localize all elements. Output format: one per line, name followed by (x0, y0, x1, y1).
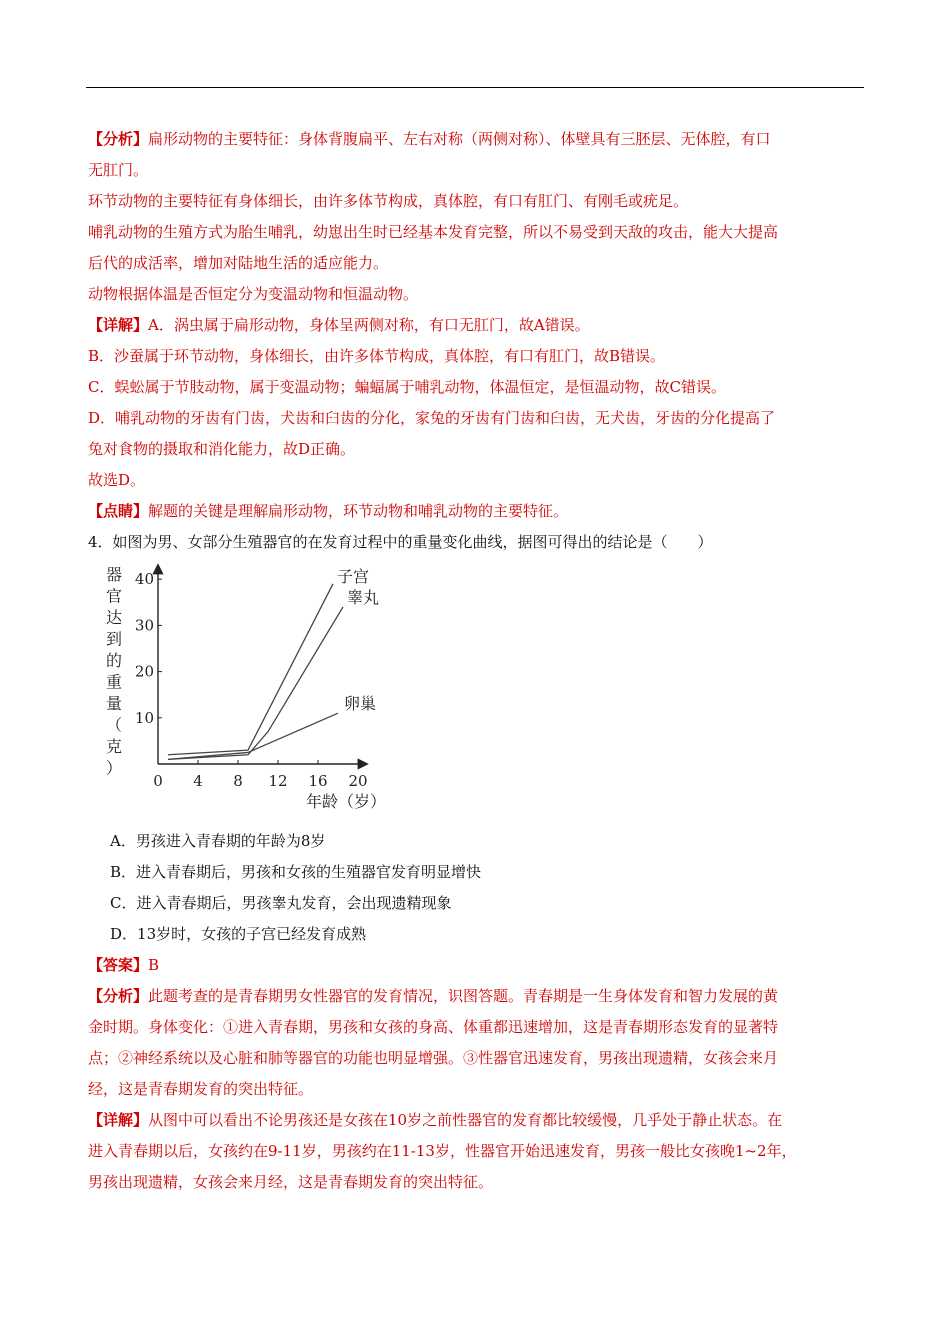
y-tick-label: 30 (134, 616, 154, 635)
y-axis-label-char: （ (105, 715, 123, 735)
y-axis-label-char: 器 (105, 565, 123, 584)
text-line: 环节动物的主要特征有身体细长，由许多体节构成，真体腔，有口有肛门、有刚毛或疣足。 (88, 192, 689, 210)
answer-paragraph (88, 950, 864, 981)
text-line: 此题考查的是青春期男女性器官的发育情况，识图答题。青春期是一生身体发育和智力发展的黄 (148, 987, 779, 1005)
answer-value: B (148, 956, 160, 974)
text-line: 从图中可以看出不论男孩还是女孩在10岁之前性器官的发育都比较缓慢，几乎处于静止状态。在 (148, 1111, 783, 1129)
chart-ticks (135, 570, 368, 790)
series-label: 子宫 (337, 566, 370, 586)
chart-axes (158, 566, 366, 764)
series-label: 睾丸 (347, 587, 380, 607)
series-label: 卵巢 (344, 694, 377, 714)
option-c[interactable]: C．进入青春期后，男孩睾丸发育，会出现遗精现象 (110, 894, 452, 912)
y-axis-label-char: 官 (105, 586, 123, 606)
analysis-tag: 【分析】 (88, 130, 149, 148)
y-axis-label-char: ） (105, 758, 123, 778)
growth-chart (96, 562, 476, 820)
chart-series (168, 567, 379, 760)
x-tick-label: 12 (268, 772, 288, 790)
document-body (88, 124, 864, 1198)
question-stem: 4．如图为男、女部分生殖器官的在发育过程中的重量变化曲线，据图可得出的结论是（ ） (88, 533, 713, 551)
x-tick-label: 16 (308, 772, 328, 790)
text-line: 哺乳动物的生殖方式为胎生哺乳，幼崽出生时已经基本发育完整，所以不易受到天敌的攻击，能大大提高 (88, 223, 779, 241)
text-line: 扁形动物的主要特征：身体背腹扁平、左右对称（两侧对称）、体壁具有三胚层、无体腔，有口 (148, 130, 771, 148)
text-line: 后代的成活率，增加对陆地生活的适应能力。 (88, 254, 389, 272)
answer-tag: 【答案】 (88, 956, 149, 974)
y-tick-label: 10 (134, 708, 154, 727)
y-axis-label-char: 量 (105, 694, 123, 713)
option-b[interactable]: B．进入青春期后，男孩和女孩的生殖器官发育明显增快 (110, 863, 482, 881)
analysis-paragraph (88, 124, 864, 155)
y-axis-label-char: 克 (105, 737, 123, 756)
comment-tag: 【点睛】 (88, 502, 149, 520)
analysis-paragraph-q4 (88, 981, 864, 1012)
y-tick-label: 40 (134, 570, 154, 589)
text-line: 动物根据体温是否恒定分为变温动物和恒温动物。 (88, 285, 419, 303)
text-line: 无肛门。 (88, 161, 149, 179)
text-line: 解题的关键是理解扁形动物，环节动物和哺乳动物的主要特征。 (148, 502, 569, 520)
y-axis-label-char: 达 (105, 608, 123, 627)
y-axis-label-char: 到 (105, 629, 123, 649)
text-line: 男孩出现遗精，女孩会来月经，这是青春期发育的突出特征。 (88, 1173, 494, 1191)
text-line: 故选D。 (88, 471, 146, 489)
y-tick-label: 20 (134, 662, 154, 681)
text-line: 进入青春期以后，女孩约在9-11岁，男孩约在11-13岁，性器官开始迅速发育，男孩一般比女孩晚1~2年， (88, 1142, 797, 1160)
text-line: A．涡虫属于扁形动物，身体呈两侧对称，有口无肛门，故A错误。 (148, 316, 590, 334)
text-line: 兔对食物的摄取和消化能力，故D正确。 (88, 440, 356, 458)
analysis-tag: 【分析】 (88, 987, 149, 1005)
comment-paragraph (88, 496, 864, 527)
text-line: 经，这是青春期发育的突出特征。 (88, 1080, 314, 1098)
detail-paragraph-q4 (88, 1105, 864, 1136)
text-line: 点；②神经系统以及心脏和肺等器官的功能也明显增强。③性器官迅速发育，男孩出现遗精，女孩会来月 (88, 1049, 779, 1067)
y-axis-label-char: 的 (105, 651, 123, 670)
detail-tag: 【详解】 (88, 316, 149, 334)
y-axis-label (106, 565, 122, 778)
series-line-1 (168, 584, 333, 755)
option-a[interactable]: A．男孩进入青春期的年龄为8岁 (110, 832, 326, 850)
x-axis-label: 年龄（岁） (306, 792, 387, 811)
text-line: C．蜈蚣属于节肢动物，属于变温动物；蝙蝠属于哺乳动物，体温恒定，是恒温动物，故C错误。 (88, 378, 726, 396)
growth-chart-svg (96, 562, 476, 820)
header-rule (86, 87, 864, 88)
text-line: D．哺乳动物的牙齿有门齿，犬齿和臼齿的分化，家兔的牙齿有门齿和臼齿，无犬齿，牙齿的分化提高了 (88, 409, 776, 427)
text-line: 金时期。身体变化：①进入青春期，男孩和女孩的身高、体重都迅速增加，这是青春期形态发育的显著特 (88, 1018, 779, 1036)
x-tick-label: 0 (153, 772, 163, 790)
x-tick-label: 4 (193, 772, 203, 790)
y-axis-label-char: 重 (105, 672, 123, 692)
series-line-3 (168, 713, 338, 759)
option-d[interactable]: D．13岁时，女孩的子宫已经发育成熟 (110, 925, 367, 943)
detail-paragraph (88, 310, 864, 341)
text-line: B．沙蚕属于环节动物，身体细长，由许多体节构成，真体腔，有口有肛门，故B错误。 (88, 347, 666, 365)
x-tick-label: 8 (233, 772, 243, 790)
x-tick-label: 20 (348, 772, 368, 790)
detail-tag: 【详解】 (88, 1111, 149, 1129)
